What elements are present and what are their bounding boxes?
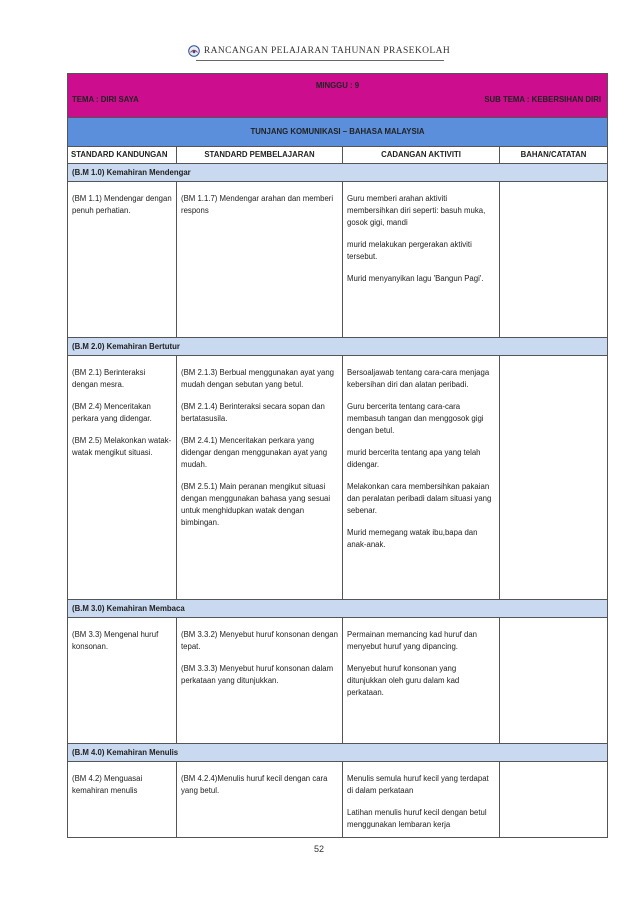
pembelajaran-text: (BM 1.1.7) Mendengar arahan dan memberi respons	[181, 194, 334, 215]
section-title: (B.M 4.0) Kemahiran Menulis	[68, 744, 608, 762]
column-header: STANDARD PEMBELAJARAN	[177, 147, 343, 164]
cell-pembelajaran	[177, 762, 343, 838]
pembelajaran-text: (BM 4.2.4)Menulis huruf kecil dengan cara yang betul.	[181, 774, 328, 795]
kandungan-text: (BM 2.1) Berinteraksi dengan mesra.	[72, 368, 146, 389]
section-content-row	[68, 182, 608, 338]
cell-kandungan	[68, 618, 177, 744]
cell-aktiviti	[343, 182, 500, 338]
week-row	[68, 74, 608, 118]
section-content-row	[68, 356, 608, 600]
cell-pembelajaran	[177, 182, 343, 338]
section-header-row	[68, 338, 608, 356]
kandungan-text: (BM 1.1) Mendengar dengan penuh perhatian.	[72, 194, 172, 215]
section-title: (B.M 3.0) Kemahiran Membaca	[68, 600, 608, 618]
section-header-row	[68, 600, 608, 618]
column-header: STANDARD KANDUNGAN	[68, 147, 177, 164]
kandungan-text: (BM 2.5) Melakonkan watak-watak mengikut situasi.	[72, 436, 172, 457]
sections-body	[68, 164, 608, 838]
aktiviti-text: Menyebut huruf konsonan yang ditunjukkan oleh guru dalam kad perkataan.	[347, 664, 460, 697]
cell-pembelajaran	[177, 618, 343, 744]
cell-aktiviti	[343, 356, 500, 600]
document-title: RANCANGAN PELAJARAN TAHUNAN PRASEKOLAH	[203, 46, 451, 56]
pembelajaran-text: (BM 3.3.2) Menyebut huruf konsonan dengan tepat.	[181, 630, 338, 651]
column-header-row	[68, 147, 608, 164]
aktiviti-text: Permainan memancing kad huruf dan menyebut huruf yang dipancing.	[347, 630, 478, 651]
aktiviti-text: murid bercerita tentang apa yang telah didengar.	[347, 448, 481, 469]
cell-kandungan	[68, 762, 177, 838]
kandungan-text: (BM 4.2) Menguasai kemahiran menulis	[72, 774, 143, 795]
cell-bahan	[500, 182, 608, 338]
cell-bahan	[500, 762, 608, 838]
cell-bahan	[500, 356, 608, 600]
aktiviti-text: Melakonkan cara membersihkan pakaian dan peralatan peribadi dalam situasi yang sebenar.	[347, 482, 492, 515]
section-content-row	[68, 762, 608, 838]
kandungan-text: (BM 3.3) Mengenal huruf konsonan.	[72, 630, 159, 651]
page-number: 52	[313, 844, 324, 854]
cell-pembelajaran	[177, 356, 343, 600]
column-header: BAHAN/CATATAN	[500, 147, 608, 164]
section-title: (B.M 1.0) Kemahiran Mendengar	[68, 164, 608, 182]
aktiviti-text: Bersoaljawab tentang cara-cara menjaga kebersihan diri dan alatan peribadi.	[347, 368, 490, 389]
pembelajaran-text: (BM 2.5.1) Main peranan mengikut situasi dengan menggunakan bahasa yang sesuai untuk menghidupkan watak dengan bimbingan.	[181, 482, 331, 527]
strand-label: TUNJANG KOMUNIKASI – BAHASA MALAYSIA	[68, 118, 608, 147]
aktiviti-text: Murid memegang watak ibu,bapa dan anak-anak.	[347, 528, 478, 549]
cell-kandungan	[68, 356, 177, 600]
section-header-row	[68, 164, 608, 182]
pembelajaran-text: (BM 2.1.4) Berinteraksi secara sopan dan bertatasusila.	[181, 402, 325, 423]
column-header: CADANGAN AKTIVITI	[343, 147, 500, 164]
aktiviti-text: Murid menyanyikan lagu 'Bangun Pagi'.	[347, 274, 484, 283]
cell-bahan	[500, 618, 608, 744]
aktiviti-text: Guru bercerita tentang cara-cara membasuh tangan dan menggosok gigi dengan betul.	[347, 402, 484, 435]
page-header	[0, 42, 638, 60]
cell-kandungan	[68, 182, 177, 338]
cell-aktiviti	[343, 762, 500, 838]
week-label: MINGGU : 9	[315, 81, 360, 90]
pembelajaran-text: (BM 2.4.1) Menceritakan perkara yang didengar dengan menggunakan ayat yang mudah.	[181, 436, 328, 469]
aktiviti-text: Guru memberi arahan aktiviti membersihkan diri seperti: basuh muka, gosok gigi, mandi	[347, 194, 486, 227]
aktiviti-text: murid melakukan pergerakan aktiviti tersebut.	[347, 240, 472, 261]
header-rule	[196, 60, 444, 61]
lesson-plan-table	[67, 73, 608, 838]
theme-label: TEMA : DIRI SAYA	[72, 95, 139, 104]
pembelajaran-text: (BM 2.1.3) Berbual menggunakan ayat yang mudah dengan sebutan yang betul.	[181, 368, 334, 389]
aktiviti-text: Menulis semula huruf kecil yang terdapat di dalam perkataan	[347, 774, 489, 795]
cell-aktiviti	[343, 618, 500, 744]
section-title: (B.M 2.0) Kemahiran Bertutur	[68, 338, 608, 356]
aktiviti-text: Latihan menulis huruf kecil dengan betul menggunakan lembaran kerja	[347, 808, 487, 829]
subtheme-label: SUB TEMA : KEBERSIHAN DIRI	[484, 95, 601, 104]
strand-row	[68, 118, 608, 147]
section-content-row	[68, 618, 608, 744]
kandungan-text: (BM 2.4) Menceritakan perkara yang didengar.	[72, 402, 152, 423]
section-header-row	[68, 744, 608, 762]
pembelajaran-text: (BM 3.3.3) Menyebut huruf konsonan dalam perkataan yang ditunjukkan.	[181, 664, 334, 685]
ministry-crest-icon	[188, 45, 200, 57]
